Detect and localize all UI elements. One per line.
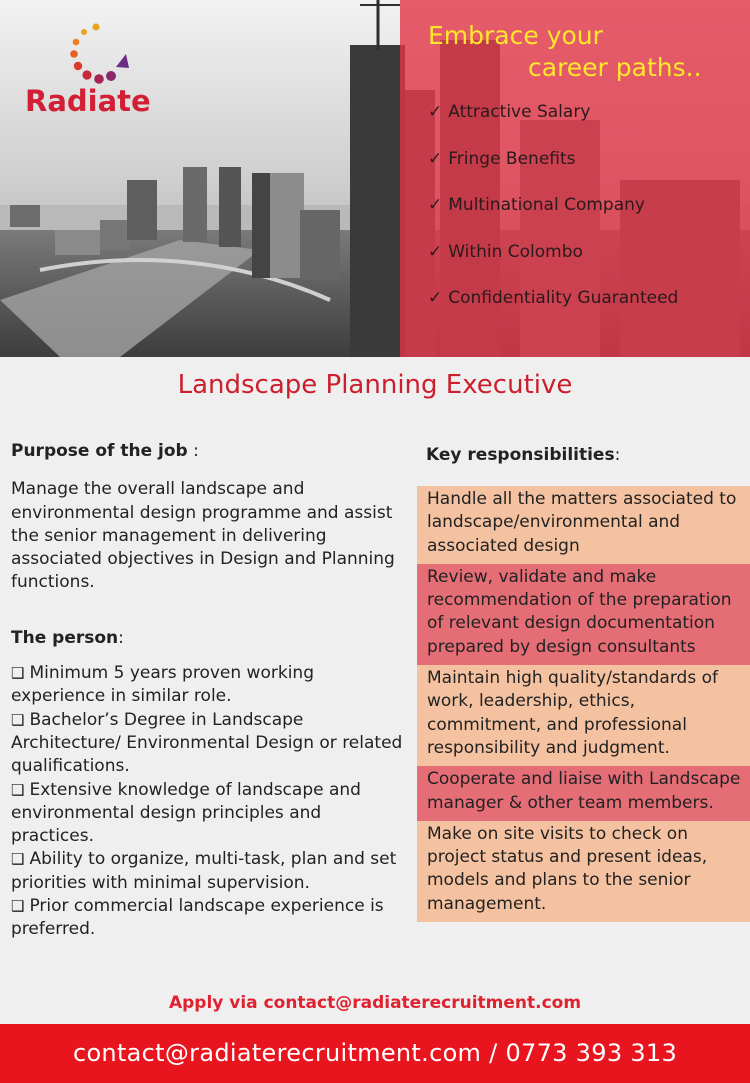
responsibility-item: Cooperate and liaise with Landscape manager & other team members. [417,766,750,821]
checkbox-bullet-icon: ❑ [11,897,25,916]
purpose-text: Manage the overall landscape and environmental design programme and assist the senior management in delivering associated objectives in Design and Planning functions. [11,479,395,593]
responsibility-item: Maintain high quality/standards of work, leadership, ethics, commitment, and professional responsibility and judgment. [417,665,750,766]
brand-name: Radiate [25,84,151,118]
purpose-heading: Purpose of the job : [11,441,199,461]
responsibilities-list [417,486,750,922]
requirements-list [11,662,406,942]
headline-line-2: career paths.. [528,53,702,82]
footer-contact-bar[interactable]: contact@radiaterecruitment.com / 0773 393 313 [0,1024,750,1083]
check-icon: ✓ [428,241,443,262]
left-column [11,440,406,942]
responsibilities-heading: Key responsibilities: [426,445,621,465]
benefit-item: ✓ Confidentiality Guaranteed [428,288,679,308]
requirement-item: ❑ Minimum 5 years proven working experience in similar role. [11,663,314,707]
checkbox-bullet-icon: ❑ [11,780,25,799]
responsibility-item: Make on site visits to check on project status and present ideas, models and plans to the senior management. [417,821,750,922]
checkbox-bullet-icon: ❑ [11,664,25,683]
check-icon: ✓ [428,195,443,215]
benefit-item: ✓ Attractive Salary [428,102,591,122]
requirement-item: ❑ Extensive knowledge of landscape and environmental design principles and practices. [11,779,361,847]
apply-email-link[interactable]: Apply via contact@radiaterecruitment.com [168,993,582,1013]
benefits-list [428,102,678,335]
requirement-item: ❑ Bachelor’s Degree in Landscape Architecture/ Environmental Design or related qualifications. [11,709,403,777]
checkbox-bullet-icon: ❑ [11,850,25,869]
benefit-item: ✓ Within Colombo [428,241,583,262]
hero-banner [0,0,750,357]
requirement-item: ❑ Prior commercial landscape experience is preferred. [11,896,384,940]
check-icon: ✓ [428,102,443,122]
responsibility-item: Review, validate and make recommendation of the preparation of relevant design documentation prepared by design consultants [417,564,750,665]
check-icon: ✓ [428,288,443,308]
benefit-item: ✓ Multinational Company [428,195,645,215]
checkbox-bullet-icon: ❑ [11,710,25,729]
job-title: Landscape Planning Executive [177,370,573,400]
check-icon: ✓ [428,148,443,169]
headline [428,20,702,84]
responsibility-item: Handle all the matters associated to landscape/environmental and associated design [417,486,750,564]
person-heading: The person: [11,627,124,648]
headline-line-1: Embrace your [428,21,603,50]
benefit-item: ✓ Fringe Benefits [428,148,576,169]
requirement-item: ❑ Ability to organize, multi-task, plan and set priorities with minimal supervision. [11,849,397,893]
